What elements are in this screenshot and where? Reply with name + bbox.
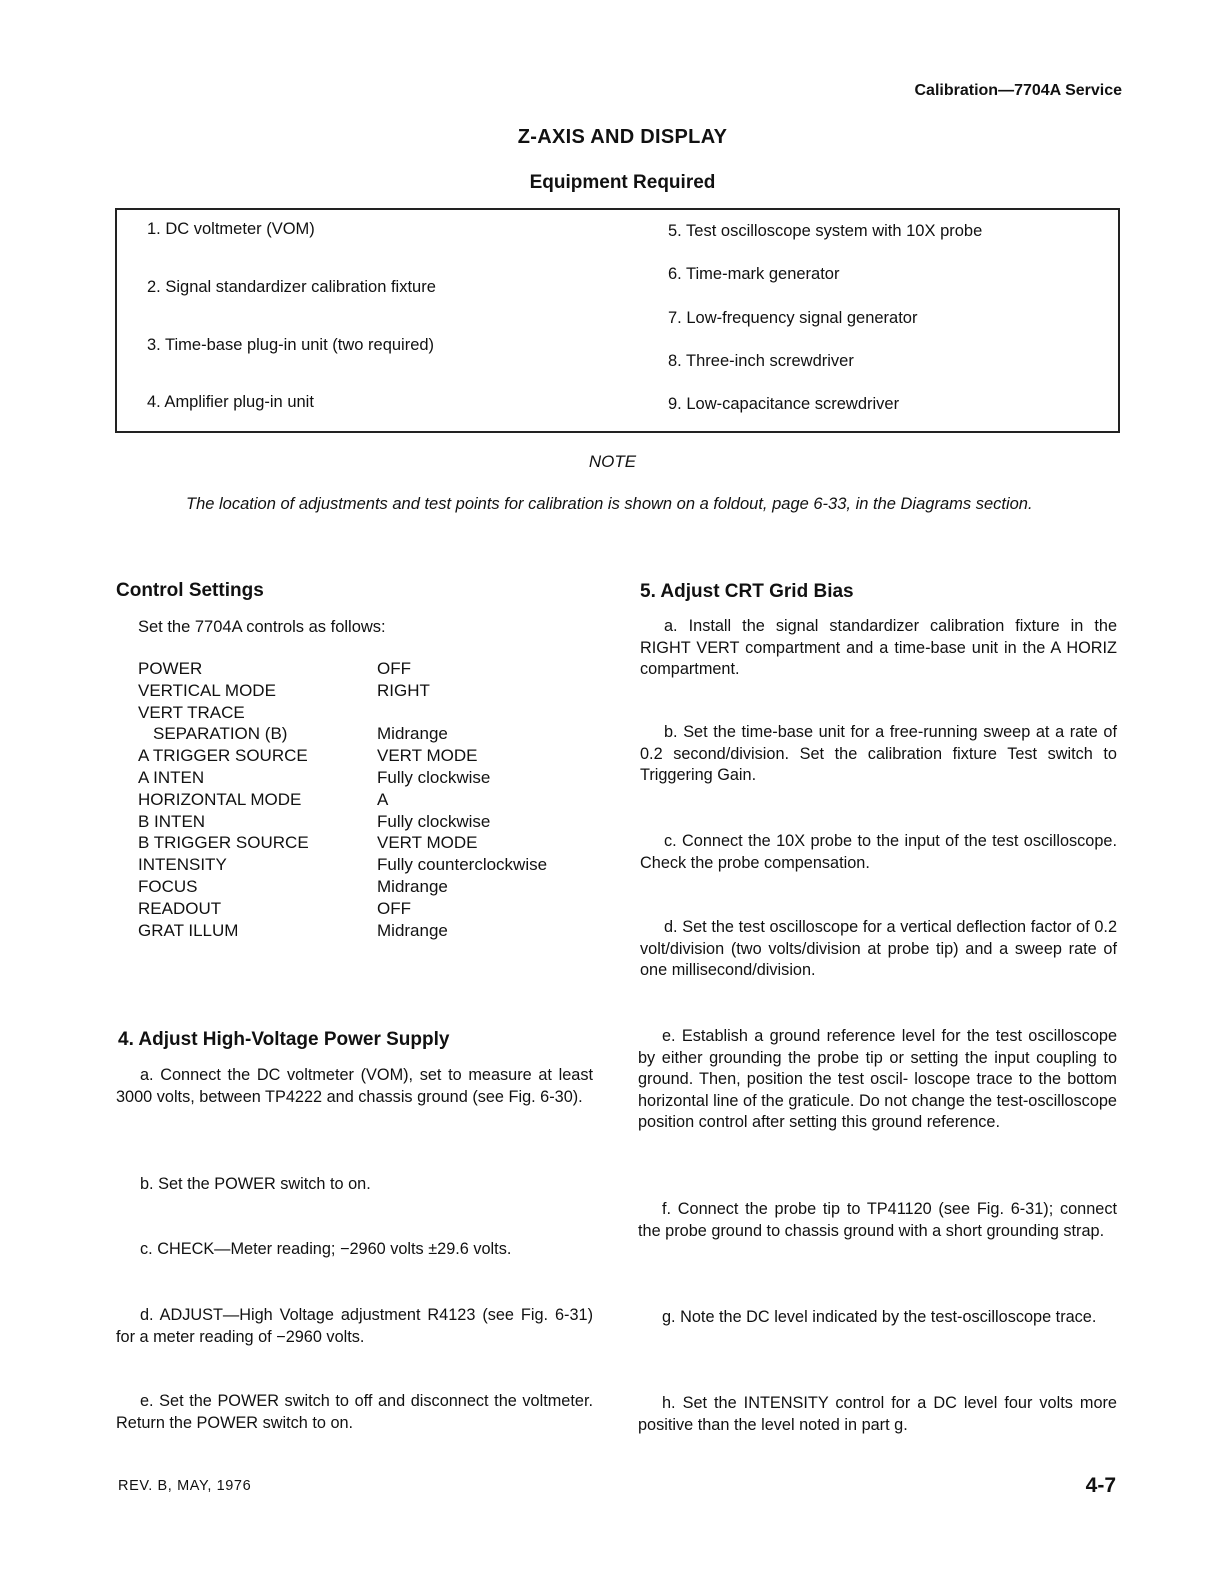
control-settings-heading: Control Settings (116, 580, 264, 601)
equipment-item-5: 5. Test oscilloscope system with 10X probe (668, 222, 983, 240)
control-name: HORIZONTAL MODE (138, 789, 302, 809)
control-setting-row (138, 746, 598, 768)
control-setting-row (138, 681, 598, 703)
note-title: NOTE (588, 452, 637, 471)
control-value: VERT MODE (377, 746, 478, 766)
control-value: Fully counterclockwise (377, 855, 548, 875)
control-value: OFF (377, 898, 411, 918)
equipment-item-9: 9. Low-capacitance screwdriver (668, 395, 900, 413)
equipment-item-6: 6. Time-mark generator (668, 265, 840, 283)
step4-e: e. Set the POWER switch to off and disconnect the voltmeter. Return the POWER switch to on. (116, 1392, 593, 1432)
control-value: RIGHT (377, 680, 430, 700)
equipment-heading: Equipment Required (529, 172, 716, 193)
control-setting-row (138, 812, 598, 834)
step5-g: g. Note the DC level indicated by the test-oscilloscope trace. (662, 1308, 1097, 1326)
control-name: B TRIGGER SOURCE (138, 833, 309, 853)
control-setting-row (138, 768, 598, 790)
step5-e: e. Establish a ground reference level for the test oscilloscope by either grounding the probe tip or setting the input coupling to ground. Then, position the test oscil- loscope trace to the bottom horizontal line of the graticule. Do not change the test-oscilloscope position control after setting this ground reference. (638, 1027, 1117, 1131)
control-value: Fully clockwise (377, 768, 491, 787)
control-name: INTENSITY (138, 855, 227, 875)
running-title: Calibration—7704A Service (914, 82, 1122, 99)
step4-heading: 4. Adjust High-Voltage Power Supply (118, 1029, 450, 1050)
control-name: SEPARATION (B) (153, 724, 288, 744)
equipment-box (115, 208, 1120, 433)
control-value: Midrange (377, 877, 448, 896)
equipment-item-2: 2. Signal standardizer calibration fixture (147, 278, 436, 296)
control-setting-row (138, 703, 598, 725)
step5-c: c. Connect the 10X probe to the input of the test oscilloscope. Check the probe compensation. (640, 832, 1117, 872)
control-setting-row (138, 921, 598, 943)
control-name: VERT TRACE (138, 702, 245, 722)
control-setting-row (138, 724, 598, 746)
step4-b: b. Set the POWER switch to on. (140, 1175, 371, 1193)
control-value: VERT MODE (377, 833, 478, 853)
control-value: Midrange (377, 920, 448, 940)
step5-a: a. Install the signal standardizer calibration fixture in the RIGHT VERT compartment and a time-base unit in the A HORIZ compartment. (640, 617, 1117, 678)
control-name: B INTEN (138, 811, 206, 831)
step5-d: d. Set the test oscilloscope for a vertical deflection factor of 0.2 volt/division (two volts/division at probe tip) and a sweep rate of one millisecond/division. (640, 918, 1117, 979)
step5-heading: 5. Adjust CRT Grid Bias (640, 581, 854, 602)
control-value: Midrange (377, 724, 448, 744)
control-setting-row (138, 877, 598, 899)
control-name: A TRIGGER SOURCE (138, 746, 308, 766)
section-title: Z-AXIS AND DISPLAY (517, 126, 728, 148)
step5-h: h. Set the INTENSITY control for a DC level four volts more positive than the level noted in part g. (638, 1394, 1117, 1434)
equipment-item-8: 8. Three-inch screwdriver (668, 352, 854, 370)
equipment-item-3: 3. Time-base plug-in unit (two required) (147, 336, 435, 354)
revision-date: REV. B, MAY, 1976 (118, 1478, 252, 1494)
control-name: FOCUS (138, 877, 198, 896)
control-settings-intro: Set the 7704A controls as follows: (138, 618, 386, 636)
control-setting-row (138, 833, 598, 855)
control-value: Fully clockwise (377, 811, 491, 831)
step5-f: f. Connect the probe tip to TP41120 (see Fig. 6-31); connect the probe ground to chassis ground with a short grounding strap. (638, 1200, 1117, 1240)
control-value: A (377, 789, 389, 809)
step4-a: a. Connect the DC voltmeter (VOM), set to measure at least 3000 volts, between TP4222 and chassis ground (see Fig. 6-30). (116, 1066, 593, 1106)
control-setting-row (138, 659, 598, 681)
control-name: READOUT (138, 898, 222, 918)
control-name: POWER (138, 659, 203, 678)
step4-c: c. CHECK—Meter reading; −2960 volts ±29.6 volts. (140, 1240, 512, 1258)
control-setting-row (138, 790, 598, 812)
step5-b: b. Set the time-base unit for a free-running sweep at a rate of 0.2 second/division. Set the calibration fixture Test switch to Triggering Gain. (640, 723, 1117, 784)
page-number: 4-7 (1085, 1474, 1116, 1497)
control-setting-row (138, 899, 598, 921)
control-value: OFF (377, 659, 411, 678)
note-text: The location of adjustments and test points for calibration is shown on a foldout, page 6-33, in the Diagrams section. (186, 495, 1033, 513)
control-name: A INTEN (138, 768, 205, 787)
control-name: VERTICAL MODE (138, 680, 276, 700)
control-name: GRAT ILLUM (138, 920, 239, 940)
equipment-item-4: 4. Amplifier plug-in unit (147, 393, 314, 411)
equipment-item-7: 7. Low-frequency signal generator (668, 309, 918, 327)
step4-d: d. ADJUST—High Voltage adjustment R4123 (see Fig. 6-31) for a meter reading of −2960 volts. (116, 1306, 593, 1346)
control-setting-row (138, 855, 598, 877)
equipment-item-1: 1. DC voltmeter (VOM) (147, 220, 315, 238)
